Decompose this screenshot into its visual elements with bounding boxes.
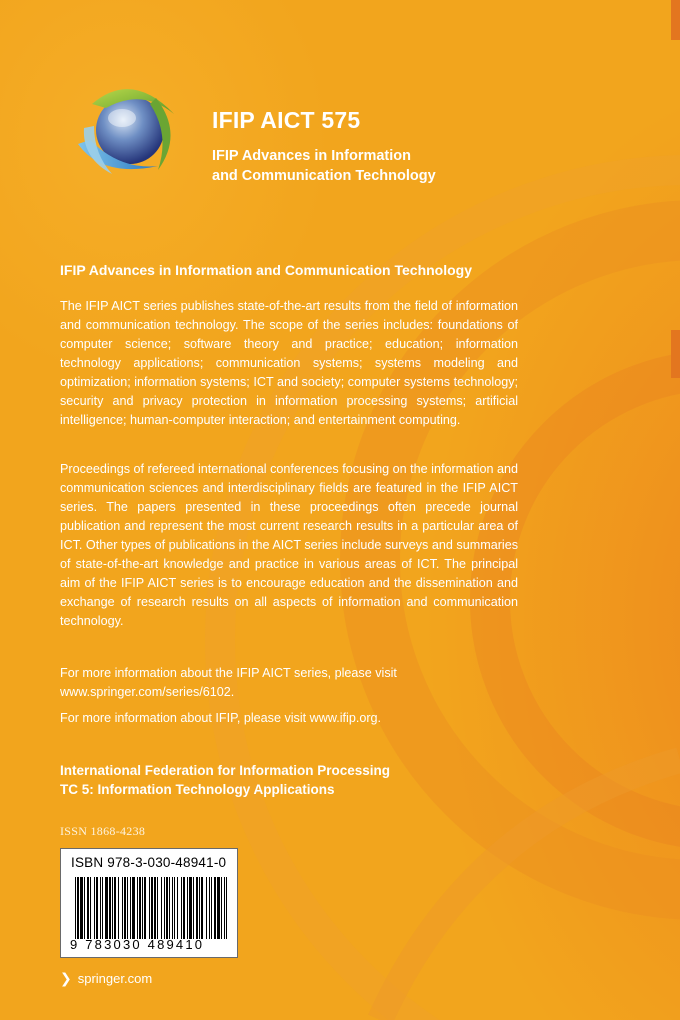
barcode-bar [105,877,108,939]
barcode-bar [211,877,212,939]
series-subtitle [212,146,512,186]
issn-label: ISSN 1868-4238 [60,824,146,838]
barcode-bar [224,877,225,939]
isbn-label: ISBN 978-3-030-48941-0 [71,855,227,870]
chevron-right-icon: ❯ [60,970,72,986]
barcode-bar [187,877,188,939]
barcode-bar [151,877,153,939]
barcode-bar [114,877,116,939]
barcode-bar [221,877,222,939]
barcode-bar [132,877,135,939]
barcode-bar [177,877,178,939]
series-subtitle-line-2: and Communication Technology [212,168,436,184]
barcode-bar [193,877,194,939]
isbn-barcode-box [60,848,238,958]
barcode-bar [154,877,156,939]
barcode-bar [122,877,123,939]
barcode-bar [217,877,220,939]
barcode-bar [142,877,143,939]
barcode-bar [161,877,162,939]
technical-committee: TC 5: Information Technology Applications [60,782,335,797]
organization-name: International Federation for Information Processing [60,763,391,778]
barcode-bar [118,877,119,939]
barcode-bar [157,877,158,939]
barcode-bar [164,877,165,939]
barcode-bar [214,877,216,939]
series-info-line-1: For more information about the IFIP AICT series, please visit [60,666,397,680]
barcode-bar [149,877,150,939]
barcode-bar [75,877,76,939]
springer-link[interactable] [60,970,152,987]
ifip-globe-logo [72,74,184,186]
barcode-bar [127,877,128,939]
barcode-bar [87,877,89,939]
section-heading: IFIP Advances in Information and Communication Technology [60,262,473,278]
barcode-bar [80,877,83,939]
barcode-bar [124,877,126,939]
springer-link-label: springer.com [77,971,153,986]
ifip-info-line[interactable]: For more information about IFIP, please visit www.ifip.org. [60,711,382,725]
barcode-bar [226,877,227,939]
barcode-bar [169,877,170,939]
barcode-bar [139,877,141,939]
barcode-bar [112,877,113,939]
barcode-bar [84,877,85,939]
barcode-bar [172,877,173,939]
barcode-bar [201,877,203,939]
barcode-bar [166,877,168,939]
description-paragraph-2: Proceedings of refereed international conferences focusing on the information and communication sciences and interdisciplinary fields are featured in the IFIP AICT series. The papers presented in these proceedings often precede journal publication and represent the most current research results in a particular area of ICT. Other types of publications in the AICT series include surveys and summaries of state-of-the-art knowledge and practice in various areas of ICT. The principal aim of the IFIP AICT series is to encourage education and the dissemination and exchange of research results on all aspects of information and communication technology. [60,462,518,628]
series-title: IFIP AICT 575 [212,107,361,133]
barcode-bar [94,877,95,939]
barcode-bar [137,877,138,939]
barcode-bar [144,877,146,939]
barcode-bar [174,877,175,939]
barcode [75,877,227,939]
barcode-bar [102,877,103,939]
barcode-digits: 9 783030 489410 [70,937,205,952]
description-paragraph-1: The IFIP AICT series publishes state-of-the-art results from the field of information and communication technology. The scope of the series includes: foundations of computer science; software theory and practice; education; information technology applications; communication systems; systems modeling and optimization; information systems; ICT and society; computer systems technology; security and privacy protection in information processing systems; artificial intelligence; human-computer interaction; and entertainment computing. [60,299,518,427]
barcode-bar [130,877,131,939]
series-subtitle-line-1: IFIP Advances in Information [212,148,412,164]
barcode-bar [100,877,101,939]
barcode-bar [199,877,200,939]
barcode-bar [189,877,192,939]
barcode-bar [209,877,210,939]
edge-mark-top [671,0,680,40]
series-info-link[interactable]: www.springer.com/series/6102. [60,685,235,699]
barcode-bar [196,877,198,939]
barcode-bar [206,877,207,939]
barcode-bar [90,877,91,939]
barcode-bar [183,877,185,939]
barcode-bar [77,877,79,939]
barcode-bar [109,877,111,939]
barcode-bar [181,877,182,939]
edge-mark-middle [671,330,680,378]
barcode-bar [96,877,98,939]
